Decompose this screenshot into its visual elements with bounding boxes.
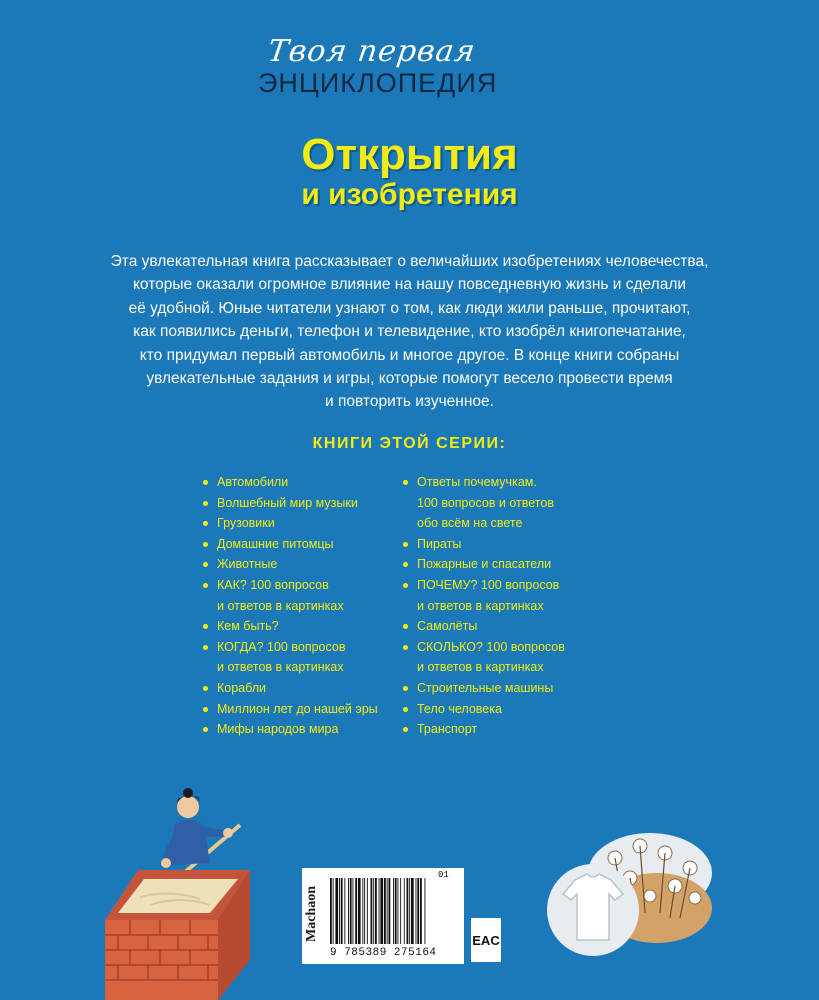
book-list-item: Домашние питомцы: [202, 534, 378, 555]
description-line: Эта увлекательная книга рассказывает о величайших изобретениях человечества,: [110, 253, 709, 270]
book-list-item: КОГДА? 100 вопросов: [202, 637, 378, 658]
book-list-item: обо всём на свете: [417, 516, 523, 531]
book-list-item: Животные: [202, 554, 378, 575]
book-list-item: ПОЧЕМУ? 100 вопросов: [402, 575, 565, 596]
papermaker-illustration: [100, 785, 260, 1000]
book-list-item: Корабли: [202, 678, 378, 699]
series-brand-script: Твоя первая: [265, 34, 478, 69]
description-line: как появились деньги, телефон и телевидение, кто изобрёл книгопечатание,: [133, 323, 686, 341]
book-list-item: КАК? 100 вопросов: [202, 575, 378, 596]
book-list-item: и ответов в картинках: [417, 660, 544, 675]
book-list-item: Транспорт: [402, 719, 565, 740]
book-list-item: Грузовики: [202, 513, 378, 534]
book-list-item: Мифы народов мира: [202, 719, 378, 740]
description-line: которые оказали огромное влияние на нашу повседневную жизнь и сделали: [132, 276, 687, 294]
book-list-item: Пираты: [402, 534, 565, 555]
publisher-name: Machaon: [304, 886, 319, 942]
book-list-item: и ответов в картинках: [217, 598, 344, 613]
barcode-bars: [330, 878, 458, 946]
description-line: увлекательные задания и игры, которые помогут весело провести время: [146, 370, 673, 388]
book-description: [62, 250, 757, 414]
publisher-logo: [302, 874, 324, 962]
book-list-item: Ответы почемучкам.: [402, 472, 565, 493]
series-heading: КНИГИ ЭТОЙ СЕРИИ:: [312, 435, 507, 452]
barcode-digits: 9 785389 275164: [330, 947, 437, 959]
book-list-item: Тело человека: [402, 699, 565, 720]
book-list-item: Пожарные и спасатели: [402, 554, 565, 575]
book-list-item: Кем быть?: [202, 616, 378, 637]
book-title-line1: Открытия: [301, 130, 518, 179]
book-list-item: и ответов в картинках: [417, 598, 544, 613]
eac-certification-mark: EAC: [471, 918, 501, 962]
book-list-item: Самолёты: [402, 616, 565, 637]
description-line: кто придумал первый автомобиль и многое другое. В конце книги собраны: [139, 346, 680, 364]
man-head: [177, 796, 199, 818]
series-brand-name: ЭНЦИКЛОПЕДИЯ: [258, 68, 498, 98]
brick-vat-front: [105, 920, 218, 1000]
book-list-left: [202, 472, 378, 740]
book-list-item: Волшебный мир музыки: [202, 493, 378, 514]
book-list-item: Миллион лет до нашей эры: [202, 699, 378, 720]
book-list-item: СКОЛЬКО? 100 вопросов: [402, 637, 565, 658]
book-title-line2: и изобретения: [301, 178, 518, 211]
barcode-addon: 01: [438, 870, 449, 880]
book-list-right: [402, 472, 565, 740]
book-list-item: Строительные машины: [402, 678, 565, 699]
book-list-item: Автомобили: [202, 472, 378, 493]
description-line: и повторить изученное.: [325, 393, 494, 411]
description-line: её удобной. Юные читатели узнают о том, как люди жили раньше, прочитают,: [128, 299, 691, 317]
book-list-item: и ответов в картинках: [217, 660, 344, 675]
book-list-item: 100 вопросов и ответов: [417, 495, 554, 510]
cotton-shirt-illustration: [545, 818, 715, 968]
